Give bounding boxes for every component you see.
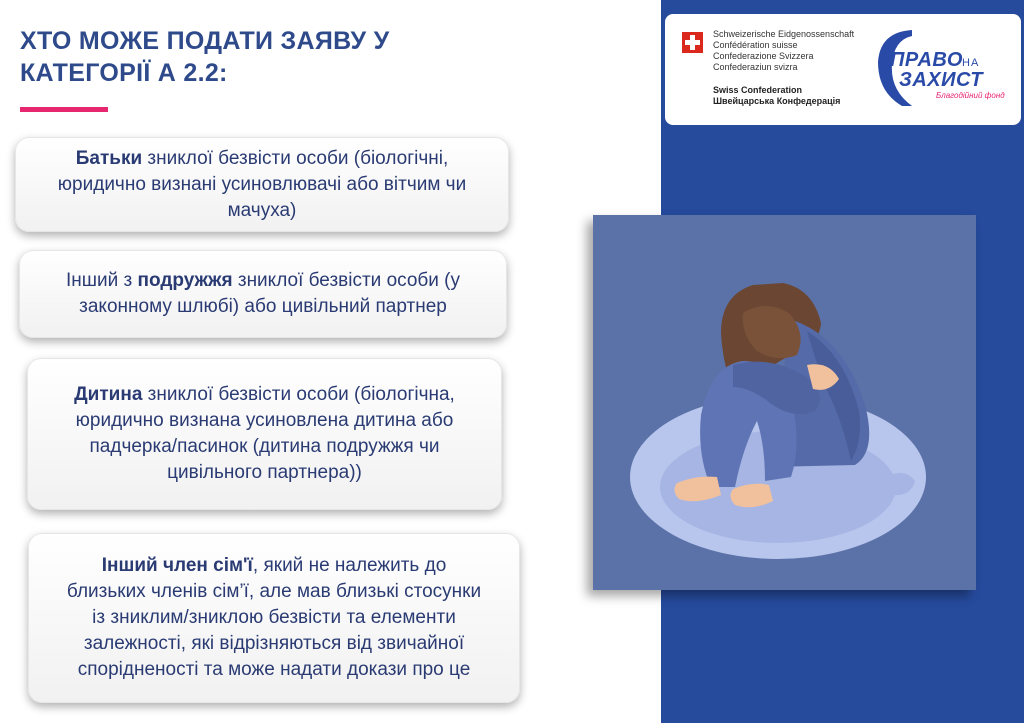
card-child-text [62, 382, 467, 486]
card-child-bold: Дитина [74, 384, 143, 405]
card-child [27, 358, 502, 510]
title-accent-bar [20, 107, 108, 112]
page-title-line2: КАТЕГОРІЇ А 2.2: [20, 59, 228, 87]
card-parents-bold: Батьки [75, 147, 143, 169]
card-other-member-bold: Інший член сім'ї [101, 555, 253, 576]
card-spouse [19, 250, 507, 338]
swiss-logo-line: Schweizerische Eidgenossenschaft [713, 29, 855, 39]
card-parents [15, 137, 509, 232]
swiss-logo-line: Confederazione Svizzera [713, 51, 814, 61]
prawo-logo-word1: ПРАВО [890, 49, 963, 71]
swiss-logo-line: Швейцарська Конфедерація [713, 96, 841, 106]
card-spouse-bold: подружжя [137, 270, 233, 291]
card-spouse-rest: зниклої безвісти особи (у законному шлюбі) або цивільний партнер [79, 270, 461, 317]
grieving-girl-illustration [593, 215, 976, 590]
card-other-member-rest: , який не належить до близьких членів сім’ї, але мав близькі стосунки із зниклим/зниклою безвісти та елементи залежності, які відрізняються від звичайної спорідненості та може надати докази про це [66, 555, 482, 680]
card-parents-text [45, 146, 479, 224]
prawo-logo-subtitle: Благодійний фонд [936, 91, 1005, 100]
card-other-member-text [63, 553, 485, 683]
card-spouse-pre: Інший з [65, 270, 138, 291]
card-spouse-text [59, 268, 467, 320]
swiss-logo-line: Swiss Confederation [713, 85, 803, 95]
swiss-logo-line: Confederaziun svizra [713, 62, 798, 72]
prawo-logo-na: НА [962, 57, 980, 69]
prawo-logo-word2: ЗАХИСТ [899, 69, 983, 91]
swiss-flag-icon [682, 32, 703, 53]
swiss-logo-line: Confédération suisse [713, 40, 798, 50]
swiss-confederation-logo [713, 29, 854, 107]
card-child-rest: зниклої безвісти особи (біологічна, юридично визнана усиновлена дитина або падчерка/пасинок (дитина подружжя чи цивільного партнера)) [75, 384, 455, 483]
card-parents-rest: зниклої безвісти особи (біологічні, юридично визнані усиновлювачі або вітчим чи мачуха) [57, 147, 467, 221]
card-other-member [28, 533, 520, 703]
page-title [20, 25, 460, 89]
page-title-line1: ХТО МОЖЕ ПОДАТИ ЗАЯВУ У [20, 27, 390, 55]
